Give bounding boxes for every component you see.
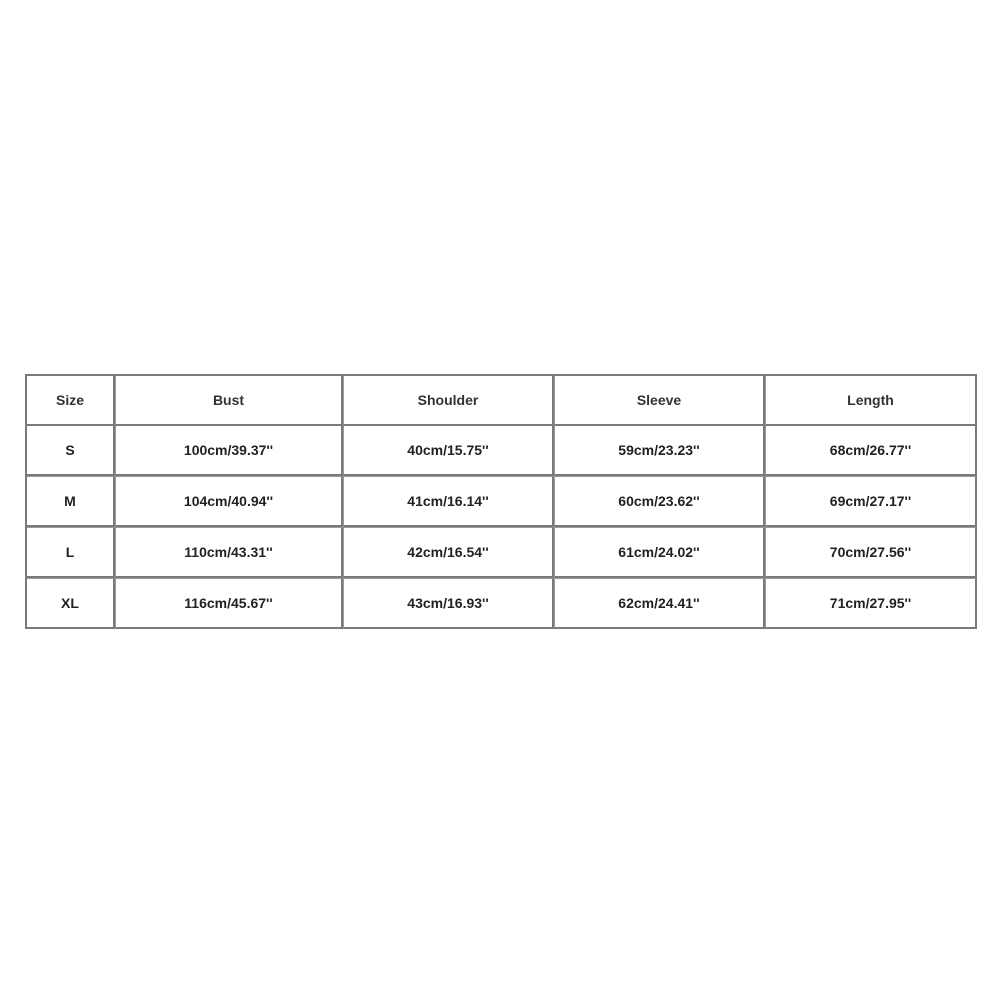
cell-bust: 116cm/45.67'' — [115, 578, 343, 629]
cell-length: 71cm/27.95'' — [765, 578, 977, 629]
table-row — [27, 578, 977, 629]
cell-length: 68cm/26.77'' — [765, 426, 977, 476]
header-length: Length — [765, 376, 977, 426]
cell-sleeve: 62cm/24.41'' — [554, 578, 765, 629]
size-chart-table — [25, 374, 977, 629]
header-shoulder: Shoulder — [343, 376, 554, 426]
cell-shoulder: 43cm/16.93'' — [343, 578, 554, 629]
cell-length: 69cm/27.17'' — [765, 476, 977, 527]
cell-bust: 104cm/40.94'' — [115, 476, 343, 527]
cell-sleeve: 60cm/23.62'' — [554, 476, 765, 527]
cell-shoulder: 42cm/16.54'' — [343, 527, 554, 578]
size-chart-body — [27, 426, 977, 629]
header-sleeve: Sleeve — [554, 376, 765, 426]
cell-shoulder: 40cm/15.75'' — [343, 426, 554, 476]
cell-sleeve: 59cm/23.23'' — [554, 426, 765, 476]
table-row — [27, 527, 977, 578]
cell-size: S — [27, 426, 115, 476]
cell-bust: 110cm/43.31'' — [115, 527, 343, 578]
cell-size: M — [27, 476, 115, 527]
cell-size: L — [27, 527, 115, 578]
cell-length: 70cm/27.56'' — [765, 527, 977, 578]
header-size: Size — [27, 376, 115, 426]
cell-sleeve: 61cm/24.02'' — [554, 527, 765, 578]
header-bust: Bust — [115, 376, 343, 426]
table-row — [27, 476, 977, 527]
header-row — [27, 376, 977, 426]
cell-size: XL — [27, 578, 115, 629]
table-row — [27, 426, 977, 476]
cell-shoulder: 41cm/16.14'' — [343, 476, 554, 527]
size-chart-header — [27, 376, 977, 426]
cell-bust: 100cm/39.37'' — [115, 426, 343, 476]
